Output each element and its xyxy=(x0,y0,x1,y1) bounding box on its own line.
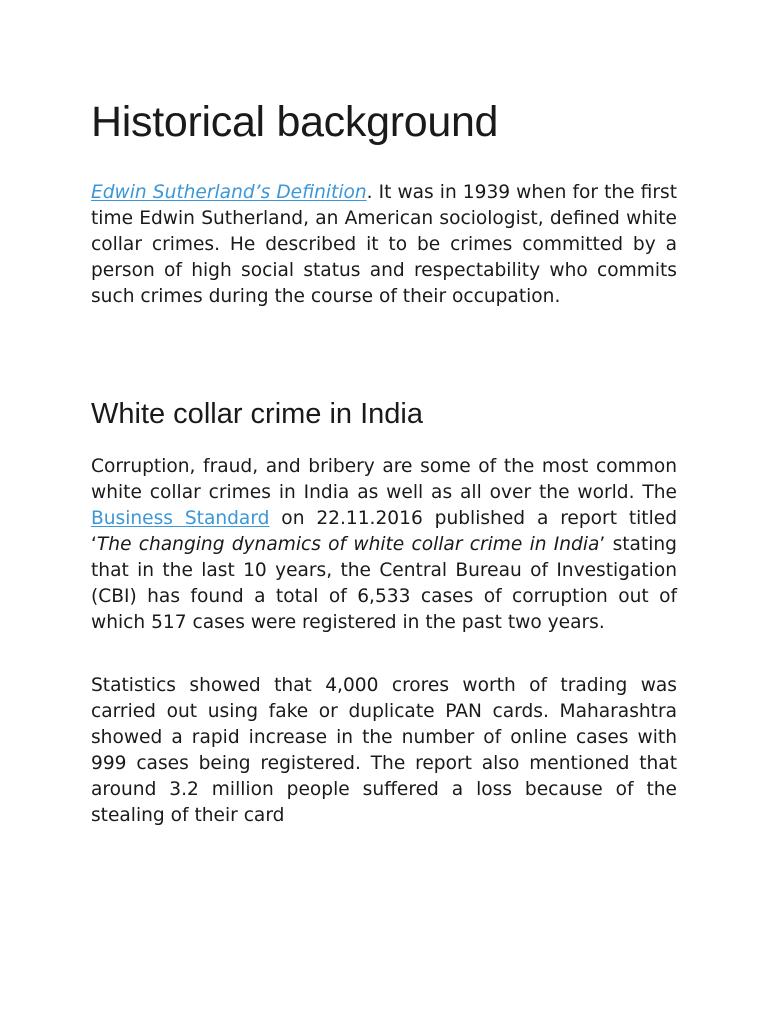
paragraph-text: . It was in 1939 when for the first time Edwin Sutherland, an American sociologist, defined white collar crimes. He described it to be crimes committed by a person of high social status and respectability who commits such crimes during the course of their occupation. xyxy=(91,182,677,307)
paragraph-text: Corruption, fraud, and bribery are some of the most common white collar crimes in India as well as all over the world. The xyxy=(91,456,677,503)
document-content xyxy=(91,96,677,829)
page-title: Historical background xyxy=(91,98,499,146)
paragraph-statistics: Statistics showed that 4,000 crores worth of trading was carried out using fake or duplicate PAN cards. Maharashtra showed a rapid increase in the number of online cases with 999 cases being registered. The report also mentioned that around 3.2 million people suffered a loss because of the stealing of their card xyxy=(91,675,677,826)
paragraph-corruption-report xyxy=(91,454,677,636)
section-heading-white-collar-crime-india: White collar crime in India xyxy=(91,398,423,430)
paragraph-sutherland-definition xyxy=(91,180,677,310)
edwin-sutherland-definition-link[interactable]: Edwin Sutherland’s Definition xyxy=(91,182,367,203)
paragraph-text: ’ stating that in the last 10 years, the Central Bureau of Investigation (CBI) has found a total of 6,533 cases of corruption out of which 517 cases were registered in the past two years. xyxy=(91,534,677,633)
business-standard-link[interactable]: Business Standard xyxy=(91,508,270,529)
paragraph-text: on 22.11.2016 published a report titled ‘ xyxy=(91,508,678,555)
report-title-italic: The changing dynamics of white collar crime in India xyxy=(96,534,600,555)
